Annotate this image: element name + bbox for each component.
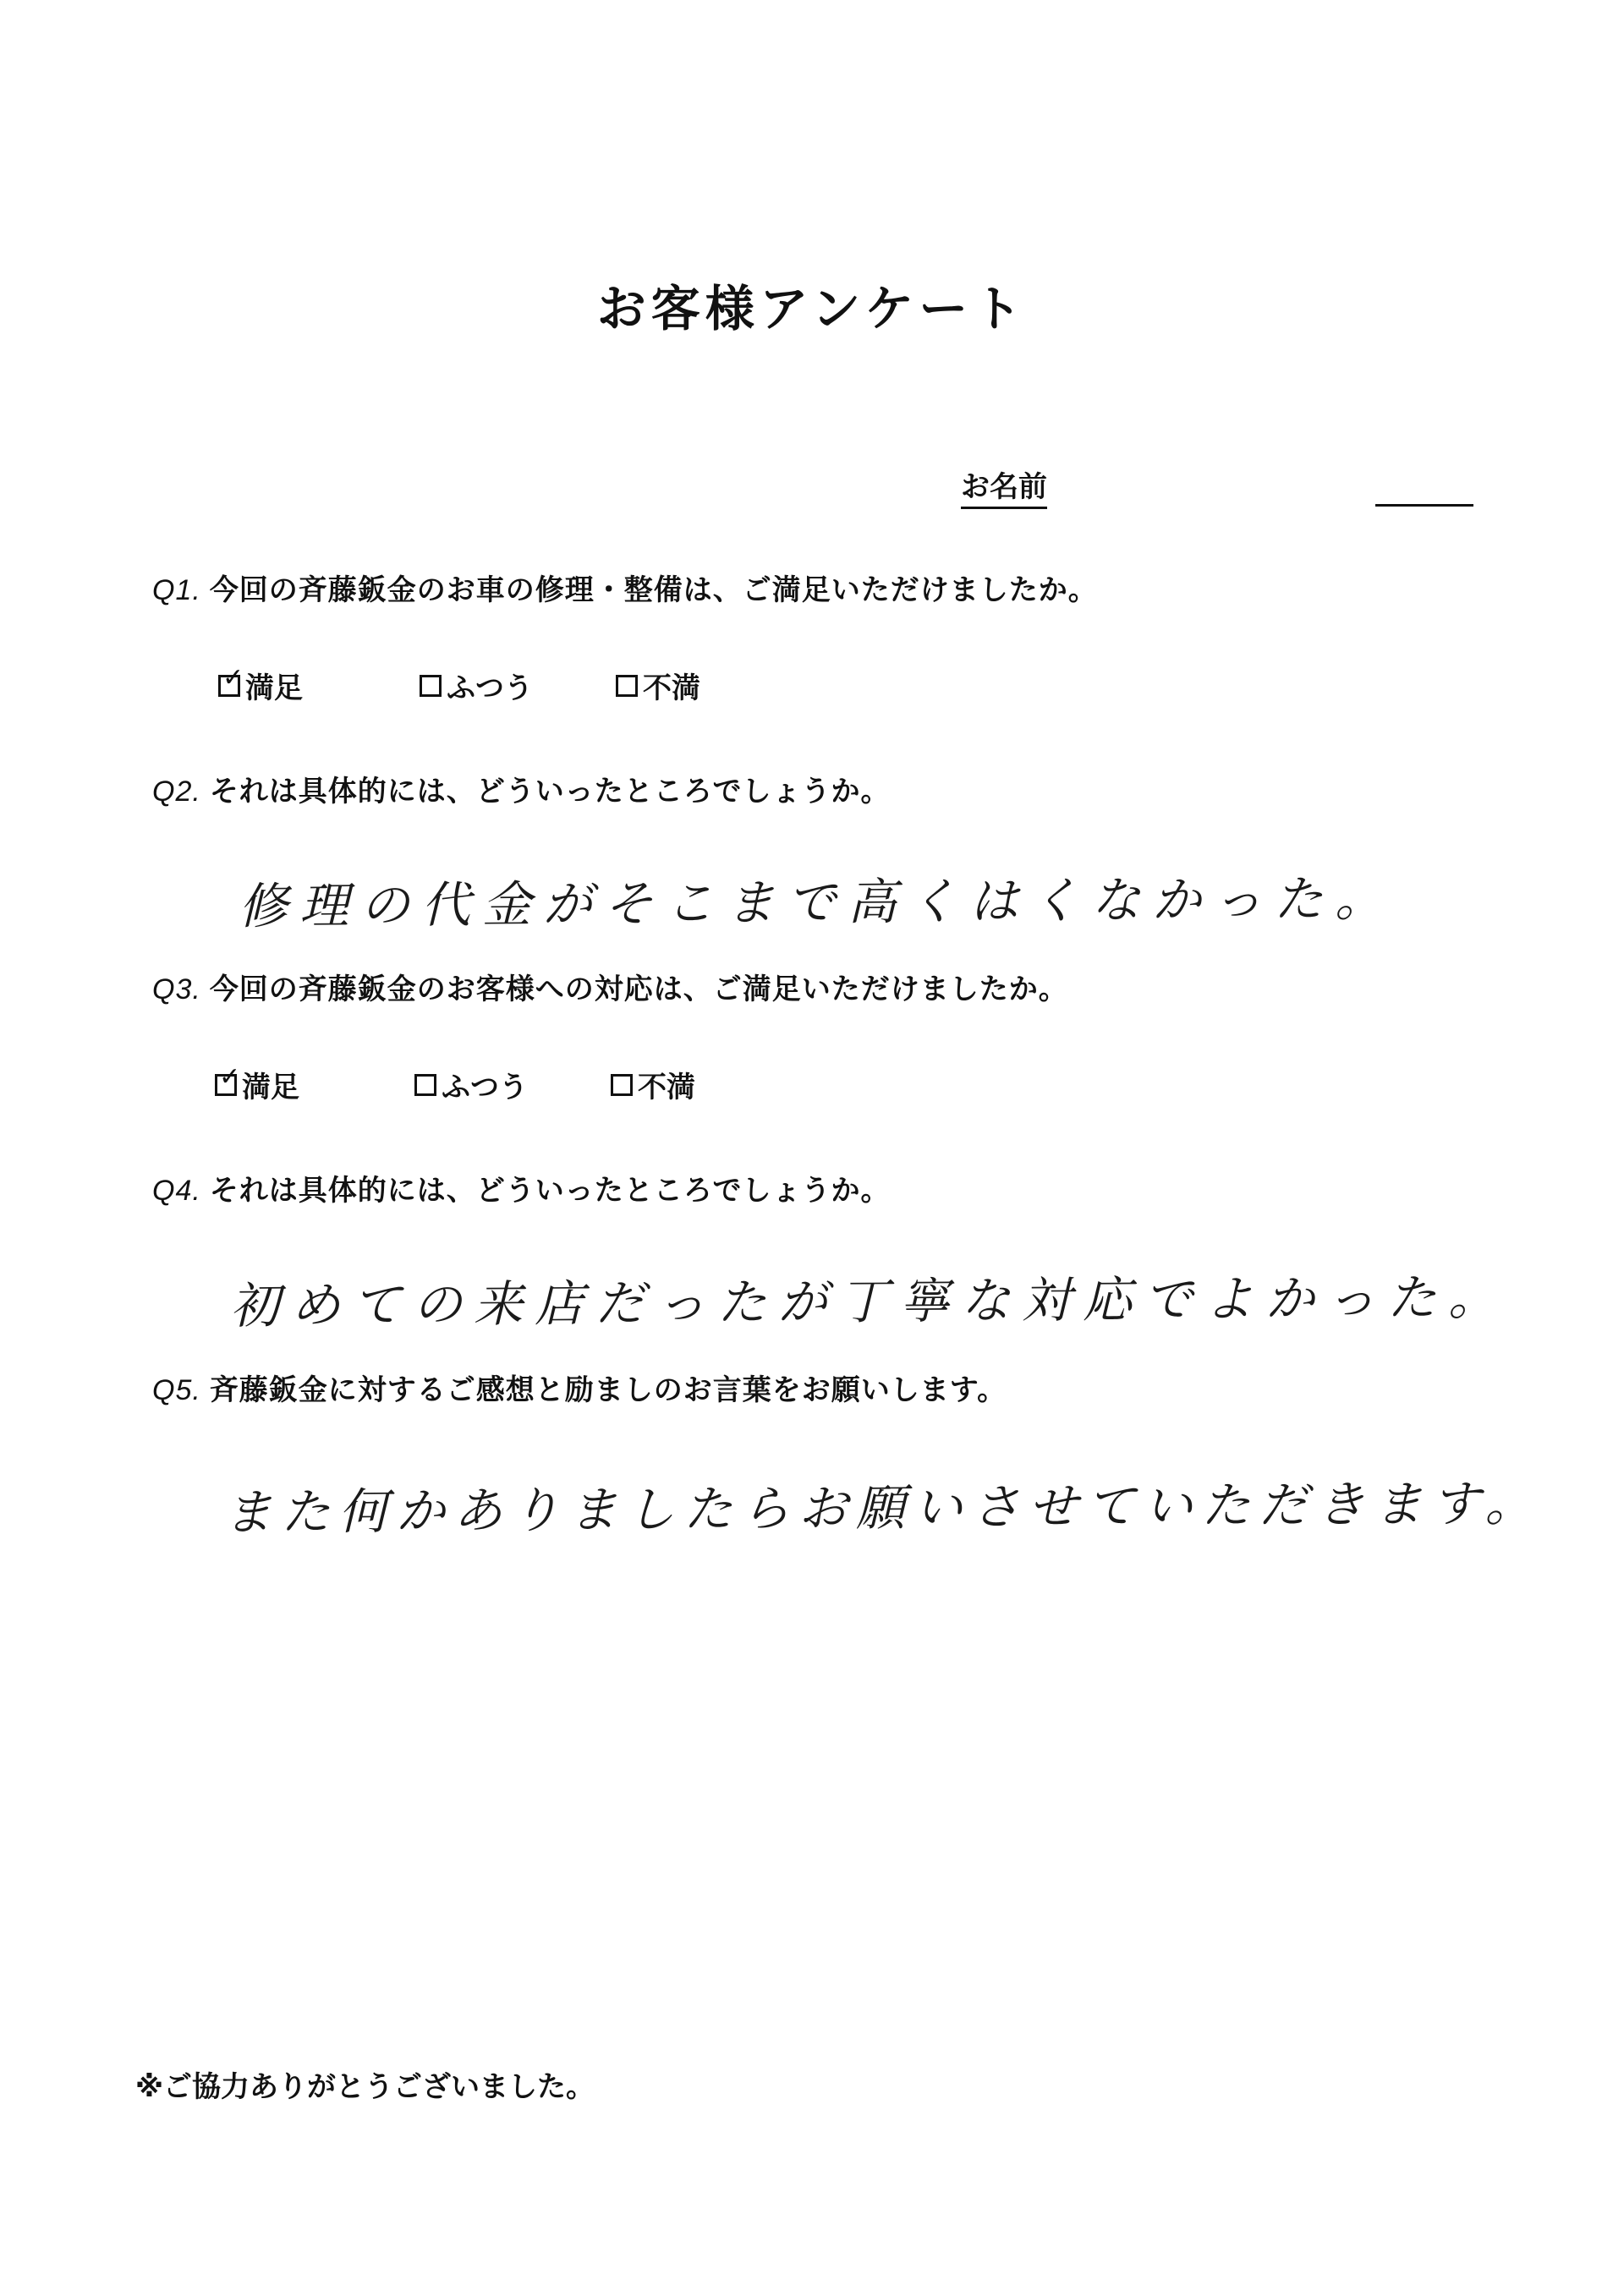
- question-text: 斉藤鈑金に対するご感想と励ましのお言葉をお願いします。: [209, 1373, 1007, 1407]
- q1-option-dissatisfied[interactable]: [616, 665, 700, 706]
- question-text: それは具体的には、どういったところでしょうか。: [209, 775, 891, 808]
- option-label: 不満: [638, 1071, 695, 1104]
- name-label: お名前: [961, 463, 1047, 509]
- page-title: お客様アンケート: [596, 280, 1028, 337]
- q5-handwritten-answer: また何かありましたらお願いさせていただきます。: [222, 1474, 1543, 1542]
- question-4: [152, 1167, 890, 1208]
- question-number: Q2.: [152, 775, 201, 808]
- question-5: [152, 1367, 1007, 1408]
- check-mark-icon: ✓: [219, 1061, 241, 1092]
- question-text: 今回の斉藤鈑金のお車の修理・整備は、ご満足いただけましたか。: [209, 573, 1098, 607]
- q1-option-neutral[interactable]: [420, 665, 533, 706]
- closing-note: ※ご協力ありがとうございました。: [135, 2070, 595, 2104]
- option-label: 満足: [242, 1071, 299, 1104]
- q3-option-dissatisfied[interactable]: [611, 1064, 695, 1105]
- question-text: それは具体的には、どういったところでしょうか。: [209, 1174, 891, 1208]
- question-number: Q5.: [152, 1374, 201, 1406]
- q3-option-neutral[interactable]: [414, 1064, 528, 1105]
- question-3: [152, 966, 1068, 1007]
- checkbox[interactable]: [414, 1074, 436, 1096]
- q1-option-satisfied[interactable]: [218, 662, 303, 706]
- question-number: Q1.: [152, 574, 201, 606]
- name-field-line[interactable]: [1375, 504, 1473, 507]
- option-label: 満足: [245, 671, 303, 705]
- q4-handwritten-answer: 初めての来店だったが丁寧な対応でよかった。: [229, 1268, 1510, 1335]
- option-label: ふつう: [442, 1071, 528, 1104]
- question-1: [152, 567, 1098, 608]
- question-number: Q4.: [152, 1175, 201, 1207]
- checkbox[interactable]: [616, 675, 638, 697]
- checkbox-checked[interactable]: [215, 1061, 241, 1096]
- question-text: 今回の斉藤鈑金のお客様への対応は、ご満足いただけましたか。: [209, 973, 1068, 1006]
- checkbox-checked[interactable]: [218, 662, 244, 697]
- q3-option-satisfied[interactable]: [215, 1061, 299, 1105]
- checkbox[interactable]: [611, 1074, 633, 1096]
- q2-handwritten-answer: 修理の代金がそこまで高くはくなかった。: [238, 869, 1396, 935]
- option-label: ふつう: [447, 671, 533, 705]
- check-mark-icon: ✓: [222, 662, 244, 693]
- checkbox[interactable]: [420, 675, 442, 697]
- question-2: [152, 768, 890, 809]
- option-label: 不満: [643, 671, 700, 705]
- question-number: Q3.: [152, 973, 201, 1006]
